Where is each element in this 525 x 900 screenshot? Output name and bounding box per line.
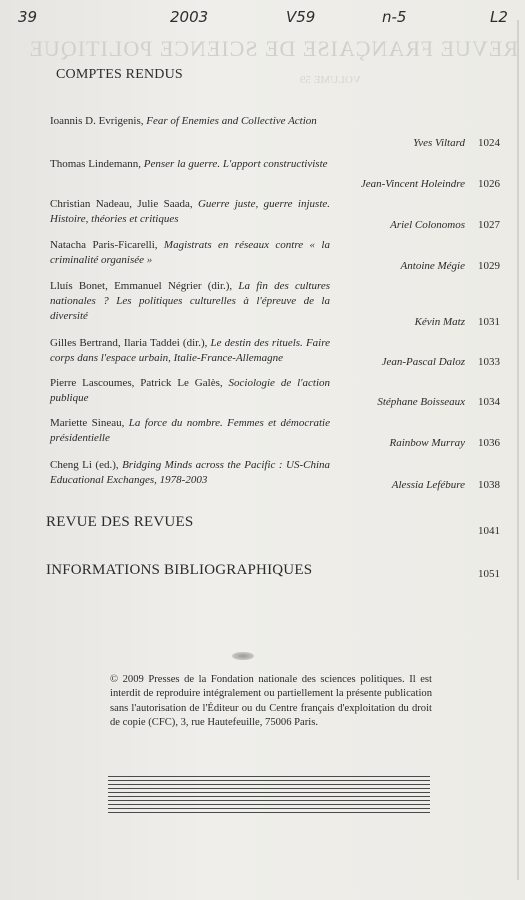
informations-heading: INFORMATIONS BIBLIOGRAPHIQUES	[46, 562, 313, 578]
entry-author: Cheng Li (ed.),	[50, 459, 123, 471]
entry-page: 1026	[478, 178, 500, 190]
entry-author: Ioannis D. Evrigenis,	[50, 115, 147, 127]
review-entry	[50, 458, 330, 488]
entry-reviewer: Antoine Mégie	[400, 260, 465, 272]
entry-page: 1034	[478, 396, 500, 408]
entry-reviewer: Jean-Vincent Holeindre	[360, 178, 465, 190]
entry-title: La force du nombre. Femmes et démocratie présidentielle	[50, 417, 330, 444]
entry-reviewer: Rainbow Murray	[389, 437, 465, 449]
handwritten-note-3: V59	[286, 8, 316, 26]
entry-page: 1038	[478, 479, 500, 491]
copyright-notice: © 2009 Presses de la Fondation nationale des sciences politiques. Il est interdit de reproduire intégralement ou partiellement la présente publication sans l'autorisation de l'Éditeur ou du Centre français d'exploitation du droit de copie (CFC), 3, rue Hautefeuille, 75006 Paris.	[110, 674, 432, 729]
review-entry	[50, 336, 330, 366]
entry-title: Penser la guerre. L'apport constructiviste	[143, 158, 328, 170]
entry-reviewer: Ariel Colonomos	[390, 219, 465, 231]
entry-author: Gilles Bertrand, Ilaria Taddei (dir.),	[50, 337, 211, 349]
handwritten-note-5: L2	[490, 8, 508, 26]
review-entry	[50, 376, 330, 406]
handwritten-note-1: 39	[18, 8, 38, 26]
entry-author: Thomas Lindemann,	[50, 158, 144, 170]
informations-page: 1051	[478, 568, 500, 580]
entry-title: Bridging Minds across the Pacific : US-China Educational Exchanges, 1978-2003	[50, 459, 331, 486]
review-entry	[50, 279, 330, 324]
entry-page: 1036	[478, 437, 500, 449]
entry-page: 1024	[478, 137, 500, 149]
entry-title: Fear of Enemies and Collective Action	[146, 115, 317, 127]
ink-smudge	[232, 652, 254, 660]
entry-author: Mariette Sineau,	[50, 417, 129, 429]
revue-des-revues-heading: REVUE DES REVUES	[46, 514, 194, 530]
review-entry	[50, 197, 330, 227]
entry-title: Sociologie de l'action publique	[50, 377, 330, 404]
decorative-rules	[108, 776, 430, 816]
entry-page: 1027	[478, 219, 500, 231]
entry-page: 1033	[478, 356, 500, 368]
handwritten-note-4: n-5	[382, 8, 407, 26]
review-entry	[50, 238, 330, 268]
entry-author: Lluís Bonet, Emmanuel Négrier (dir.),	[50, 280, 239, 292]
entry-title: Le destin des rituels. Faire corps dans l'espace urbain, Italie-France-Allemagne	[50, 337, 330, 364]
entry-author: Natacha Paris-Ficarelli,	[50, 239, 164, 251]
entry-title: Guerre juste, guerre injuste. Histoire, théories et critiques	[50, 198, 331, 225]
handwritten-note-2: 2003	[170, 8, 209, 26]
review-entry	[50, 157, 330, 172]
entry-page: 1029	[478, 260, 500, 272]
entry-title: La fin des cultures nationales ? Les politiques culturelles à l'épreuve de la diversité	[50, 280, 330, 322]
review-entry	[50, 416, 330, 446]
entry-author: Christian Nadeau, Julie Saada,	[50, 198, 198, 210]
entry-reviewer: Kévin Matz	[414, 316, 465, 328]
entry-title: Magistrats en réseaux contre « la criminalité organisée »	[50, 239, 330, 266]
entry-reviewer: Jean-Pascal Daloz	[381, 356, 465, 368]
entry-page: 1031	[478, 316, 500, 328]
entry-reviewer: Alessia Lefébure	[391, 479, 465, 491]
bleed-through-sub: VOLUME 59	[300, 74, 361, 86]
entry-reviewer: Stéphane Boisseaux	[377, 396, 465, 408]
bleed-through-heading: REVUE FRANÇAISE DE SCIENCE POLITIQUE	[28, 36, 518, 61]
page-edge-shadow	[517, 20, 519, 880]
review-entry	[50, 114, 330, 129]
revue-des-revues-page: 1041	[478, 525, 500, 537]
entry-author: Pierre Lascoumes, Patrick Le Galès,	[50, 377, 229, 389]
comptes-rendus-heading: COMPTES RENDUS	[56, 67, 183, 82]
entry-reviewer: Yves Viltard	[413, 137, 465, 149]
